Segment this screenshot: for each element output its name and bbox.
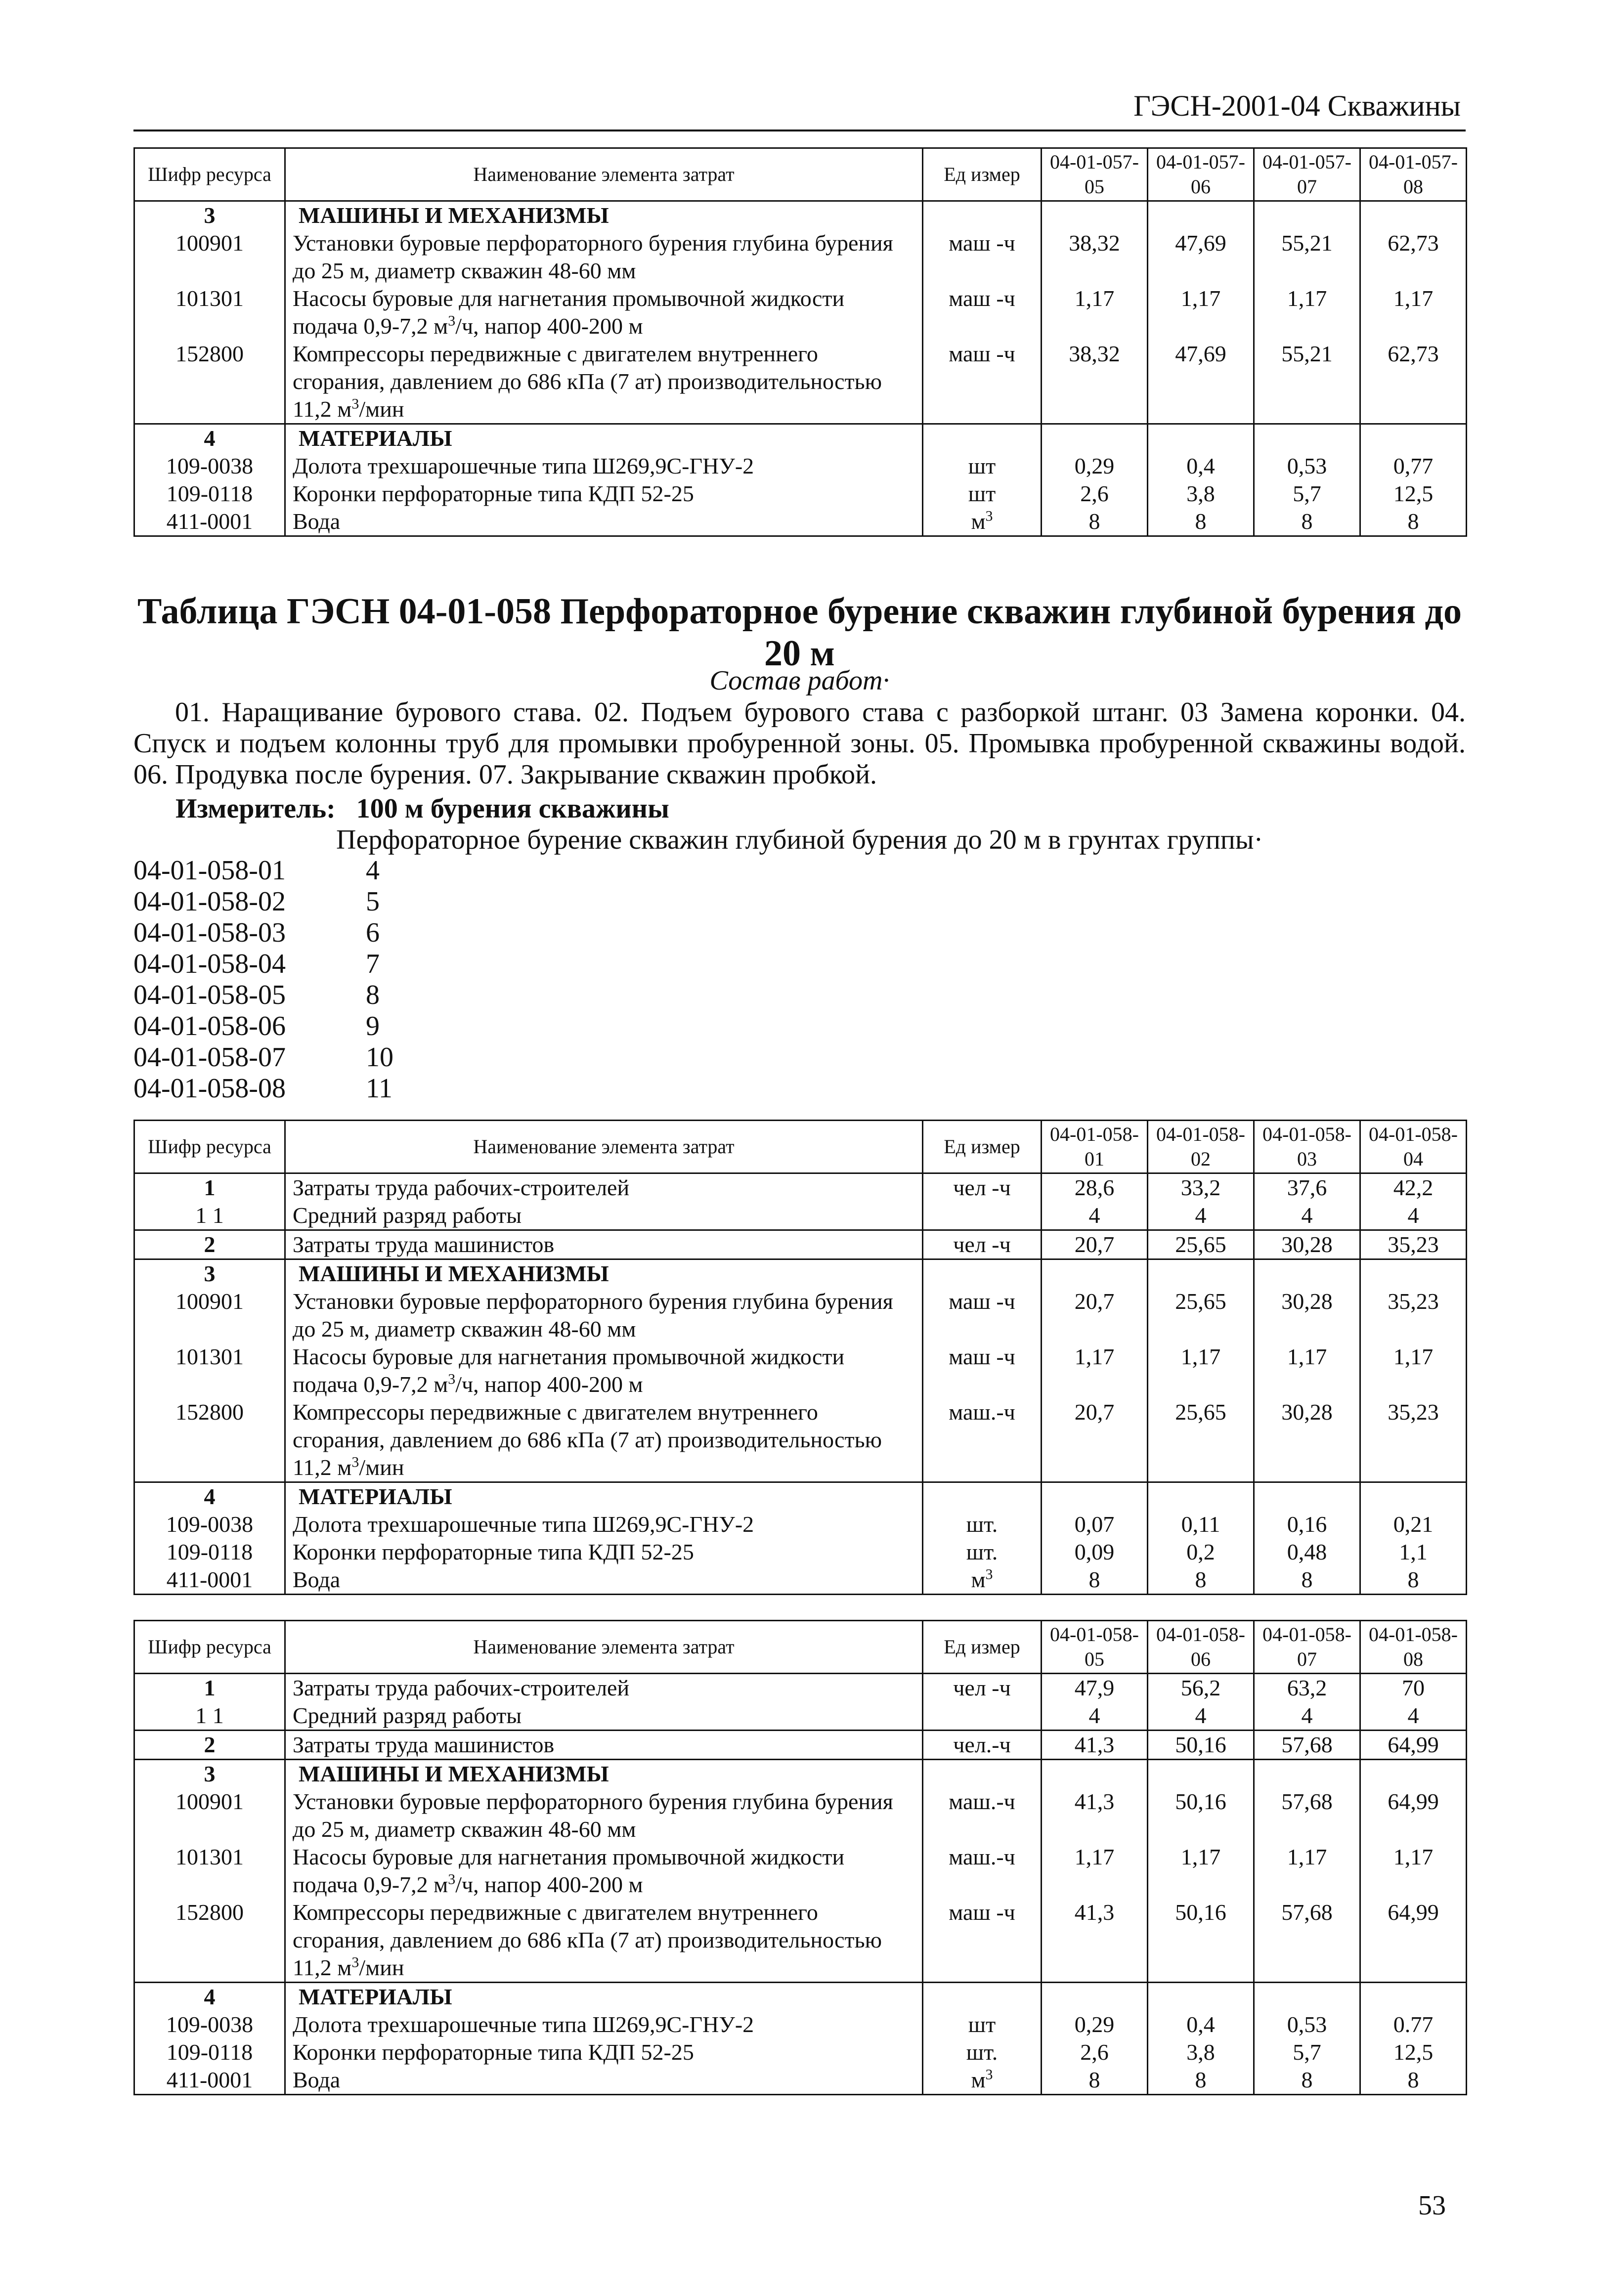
norm-code-row [133, 886, 393, 917]
unit: шт [923, 480, 1042, 508]
norm-value: 0,4 [1148, 2011, 1254, 2038]
norm-value: 35,23 [1360, 1398, 1467, 1482]
table-row [134, 1230, 1467, 1259]
norm-value: 25,65 [1148, 1288, 1254, 1343]
table-row [134, 1788, 1467, 1843]
table-row [134, 2011, 1467, 2038]
table-row [134, 285, 1467, 340]
work-composition-title: Состав работ· [709, 665, 890, 696]
table-row [134, 1566, 1467, 1595]
table-row [134, 452, 1467, 480]
norm-value: 8 [1360, 508, 1467, 536]
unit: маш -ч [923, 1343, 1042, 1398]
resource-code: 4 [134, 1983, 285, 2011]
norm-value: 30,28 [1254, 1398, 1360, 1482]
col-header-code: Шифр ресурса [134, 1621, 285, 1674]
norm-value: 33,2 [1148, 1173, 1254, 1202]
table-row [134, 1899, 1467, 1983]
table-row [134, 1259, 1467, 1288]
cost-element-name: Установки буровые перфораторного бурения глубина бурения до 25 м, диаметр скважин 48-60 мм [285, 1788, 923, 1843]
norm-value: 8 [1254, 1566, 1360, 1595]
resource-code: 109-0038 [134, 2011, 285, 2038]
unit: маш.-ч [923, 1843, 1042, 1899]
norm-value: 28,6 [1042, 1173, 1148, 1202]
cost-element-name: Вода [285, 1566, 923, 1595]
cost-element-name: Коронки перфораторные типа КДП 52-25 [285, 1538, 923, 1566]
table-row [134, 1760, 1467, 1788]
norm-value: 0,11 [1148, 1511, 1254, 1538]
col-header-code: Шифр ресурса [134, 1121, 285, 1173]
col-header-norm: 04-01-058-07 [1254, 1621, 1360, 1674]
soil-group: 7 [366, 949, 380, 979]
table-header-row [134, 1121, 1467, 1173]
cost-element-name: Установки буровые перфораторного бурения глубина бурения до 25 м, диаметр скважин 48-60 мм [285, 1288, 923, 1343]
norm-value: 37,6 [1254, 1173, 1360, 1202]
norm-code-row [133, 1011, 393, 1042]
table-row [134, 1983, 1467, 2011]
cost-element-name: Насосы буровые для нагнетания промывочной жидкости подача 0,9-7,2 $м^3/ч$, напор 400-200 м [285, 1843, 923, 1899]
norm-value: 8 [1042, 2066, 1148, 2095]
col-header-norm: 04-01-058-06 [1148, 1621, 1254, 1674]
norm-value: 0,4 [1148, 452, 1254, 480]
resource-code: 411-0001 [134, 1566, 285, 1595]
resource-code: 109-0038 [134, 452, 285, 480]
table-row [134, 508, 1467, 536]
norm-value: 0,48 [1254, 1538, 1360, 1566]
norm-code-list [133, 855, 393, 1104]
col-header-norm: 04-01-058-03 [1254, 1121, 1360, 1173]
measure-unit [175, 793, 669, 824]
resource-code: 109-0118 [134, 1538, 285, 1566]
norm-value: 1,17 [1254, 1843, 1360, 1899]
unit: маш.-ч [923, 1788, 1042, 1843]
col-header-norm: 04-01-057-05 [1042, 148, 1148, 201]
col-header-norm: 04-01-058-02 [1148, 1121, 1254, 1173]
norm-value: 2,6 [1042, 480, 1148, 508]
norm-value: 3,8 [1148, 480, 1254, 508]
norm-value: 47,69 [1148, 229, 1254, 285]
resource-code: 101301 [134, 1843, 285, 1899]
norm-value: 62,73 [1360, 229, 1467, 285]
norm-value: 50,16 [1148, 1731, 1254, 1760]
norm-value: 4 [1148, 1702, 1254, 1731]
norm-value: 30,28 [1254, 1230, 1360, 1259]
norm-code-row [133, 949, 393, 980]
cost-element-name: Долота трехшарошечные типа Ш269,9С-ГНУ-2 [285, 452, 923, 480]
norm-value: 20,7 [1042, 1398, 1148, 1482]
norm-value: 1,17 [1042, 285, 1148, 340]
col-header-norm: 04-01-058-01 [1042, 1121, 1148, 1173]
soil-group: 10 [366, 1042, 393, 1073]
cost-element-name: Средний разряд работы [285, 1702, 923, 1731]
soil-group: 8 [366, 980, 380, 1010]
norm-value: 8 [1360, 2066, 1467, 2095]
table-row [134, 2038, 1467, 2066]
page-header: ГЭСН-2001-04 Скважины [1133, 89, 1461, 122]
table-row [134, 201, 1467, 230]
resource-code: 1 [134, 1173, 285, 1202]
resource-code: 2 [134, 1731, 285, 1760]
norm-value: 47,9 [1042, 1674, 1148, 1702]
col-header-name: Наименование элемента затрат [285, 1621, 923, 1674]
norm-value: 1,1 [1360, 1538, 1467, 1566]
table-row [134, 1843, 1467, 1899]
resource-code: 101301 [134, 1343, 285, 1398]
norm-value: 38,32 [1042, 340, 1148, 424]
soil-group: 4 [366, 855, 380, 886]
col-header-name: Наименование элемента затрат [285, 1121, 923, 1173]
norm-value: 0,07 [1042, 1511, 1148, 1538]
section-heading: МАТЕРИАЛЫ [285, 1983, 923, 2011]
norm-value: 4 [1148, 1202, 1254, 1230]
cost-element-name: Долота трехшарошечные типа Ш269,9С-ГНУ-2 [285, 1511, 923, 1538]
norm-value: 64,99 [1360, 1788, 1467, 1843]
col-header-norm: 04-01-057-07 [1254, 148, 1360, 201]
cost-element-name: Затраты труда рабочих-строителей [285, 1674, 923, 1702]
norm-value: 0,29 [1042, 2011, 1148, 2038]
cost-element-name: Насосы буровые для нагнетания промывочной жидкости подача 0,9-7,2 $м^3/ч$, напор 400-200 м [285, 285, 923, 340]
norm-value: 2,6 [1042, 2038, 1148, 2066]
norm-value: 57,68 [1254, 1731, 1360, 1760]
cost-element-name: Насосы буровые для нагнетания промывочной жидкости подача 0,9-7,2 $м^3/ч$, напор 400-200 м [285, 1343, 923, 1398]
table-row [134, 1674, 1467, 1702]
norm-value: 5,7 [1254, 2038, 1360, 2066]
table-row [134, 1202, 1467, 1230]
norm-value: 0,21 [1360, 1511, 1467, 1538]
table-row [134, 1538, 1467, 1566]
table-row [134, 1731, 1467, 1760]
soil-group: 6 [366, 917, 380, 948]
resource-code: 3 [134, 1760, 285, 1788]
unit: шт [923, 2011, 1042, 2038]
norm-value: 8 [1148, 2066, 1254, 2095]
norm-value: 1,17 [1148, 1343, 1254, 1398]
section-heading: МАТЕРИАЛЫ [285, 424, 923, 453]
norm-value: 35,23 [1360, 1288, 1467, 1343]
norm-value: 0,2 [1148, 1538, 1254, 1566]
cost-element-name: Коронки перфораторные типа КДП 52-25 [285, 480, 923, 508]
norm-value: 0.77 [1360, 2011, 1467, 2038]
unit: маш -ч [923, 1899, 1042, 1983]
unit: маш -ч [923, 1288, 1042, 1343]
norm-value: 8 [1148, 1566, 1254, 1595]
norm-value: 8 [1360, 1566, 1467, 1595]
unit: шт. [923, 1538, 1042, 1566]
cost-element-name: Затраты труда рабочих-строителей [285, 1173, 923, 1202]
table-row [134, 1702, 1467, 1731]
resource-code: 3 [134, 1259, 285, 1288]
unit: $м^3$ [923, 1566, 1042, 1595]
work-composition-text: 01. Наращивание бурового става. 02. Подъем бурового става с разборкой штанг. 03 Замена коронки. 04. Спуск и подъем колонны труб для промывки пробуренной зоны. 05. Промывка пробуренной скважины водой. 06. Продувка после бурения. 07. Закрывание скважин пробкой. [133, 697, 1466, 790]
norm-value: 5,7 [1254, 480, 1360, 508]
norm-value: 0,53 [1254, 2011, 1360, 2038]
norm-value: 8 [1042, 508, 1148, 536]
unit: чел -ч [923, 1674, 1042, 1702]
unit: маш -ч [923, 340, 1042, 424]
norm-value: 4 [1360, 1702, 1467, 1731]
cost-element-name: Затраты труда машинистов [285, 1230, 923, 1259]
norm-value: 4 [1254, 1202, 1360, 1230]
norm-value: 0,16 [1254, 1511, 1360, 1538]
norm-value: 8 [1148, 508, 1254, 536]
cost-element-name: Вода [285, 2066, 923, 2095]
norm-value: 1,17 [1254, 1343, 1360, 1398]
table-header-row [134, 148, 1467, 201]
table-row [134, 1343, 1467, 1398]
norm-value: 8 [1254, 508, 1360, 536]
norm-code-row [133, 855, 393, 886]
norm-value: 41,3 [1042, 1899, 1148, 1983]
cost-element-name: Установки буровые перфораторного бурения глубина бурения до 25 м, диаметр скважин 48-60 мм [285, 229, 923, 285]
norm-value: 41,3 [1042, 1731, 1148, 1760]
norm-code-row [133, 917, 393, 949]
norm-value: 47,69 [1148, 340, 1254, 424]
norm-value: 38,32 [1042, 229, 1148, 285]
norm-value: 70 [1360, 1674, 1467, 1702]
col-header-norm: 04-01-058-04 [1360, 1121, 1467, 1173]
norm-code-row [133, 980, 393, 1011]
resource-code: 100901 [134, 1288, 285, 1343]
norm-value: 3,8 [1148, 2038, 1254, 2066]
unit: маш -ч [923, 229, 1042, 285]
cost-element-name: Затраты труда машинистов [285, 1731, 923, 1760]
norm-code: 04-01-058-03 [133, 917, 286, 948]
norm-value: 0,53 [1254, 452, 1360, 480]
norm-value: 1,17 [1148, 285, 1254, 340]
measure-label: Измеритель: [175, 793, 336, 824]
norm-code: 04-01-058-07 [133, 1042, 286, 1073]
norm-value: 4 [1042, 1702, 1148, 1731]
resource-code: 4 [134, 1482, 285, 1511]
norm-value: 12,5 [1360, 2038, 1467, 2066]
table-header-row [134, 1621, 1467, 1674]
table-row [134, 480, 1467, 508]
col-header-norm: 04-01-057-06 [1148, 148, 1254, 201]
norm-value: 42,2 [1360, 1173, 1467, 1202]
norm-value: 8 [1042, 1566, 1148, 1595]
table-row [134, 1511, 1467, 1538]
norm-value: 50,16 [1148, 1788, 1254, 1843]
unit [923, 1202, 1042, 1230]
resource-code: 152800 [134, 1398, 285, 1482]
norm-value: 12,5 [1360, 480, 1467, 508]
section-heading: МАТЕРИАЛЫ [285, 1482, 923, 1511]
col-header-name: Наименование элемента затрат [285, 148, 923, 201]
norm-value: 20,7 [1042, 1288, 1148, 1343]
col-header-unit: Ед измер [923, 1121, 1042, 1173]
resource-code: 152800 [134, 1899, 285, 1983]
cost-element-name: Коронки перфораторные типа КДП 52-25 [285, 2038, 923, 2066]
unit: чел.-ч [923, 1731, 1042, 1760]
norm-value: 4 [1254, 1702, 1360, 1731]
unit: шт. [923, 1511, 1042, 1538]
norm-code: 04-01-058-02 [133, 886, 286, 917]
table-row [134, 1482, 1467, 1511]
norm-value: 57,68 [1254, 1899, 1360, 1983]
norm-value: 56,2 [1148, 1674, 1254, 1702]
norm-value: 63,2 [1254, 1674, 1360, 1702]
norm-value: 0,09 [1042, 1538, 1148, 1566]
norm-subtitle: Перфораторное бурение скважин глубиной бурения до 20 м в грунтах группы· [336, 824, 1263, 855]
section-heading: МАШИНЫ И МЕХАНИЗМЫ [285, 201, 923, 230]
norm-value: 1,17 [1254, 285, 1360, 340]
resource-code: 4 [134, 424, 285, 453]
norm-value: 55,21 [1254, 340, 1360, 424]
unit: шт [923, 452, 1042, 480]
norm-value: 35,23 [1360, 1230, 1467, 1259]
resource-code: 1 1 [134, 1702, 285, 1731]
norm-value: 50,16 [1148, 1899, 1254, 1983]
norm-code: 04-01-058-05 [133, 980, 286, 1010]
cost-element-name: Компрессоры передвижные с двигателем внутреннего сгорания, давлением до 686 кПа (7 ат) производительностью 11,2 $м^3$/мин [285, 1398, 923, 1482]
table-row [134, 1173, 1467, 1202]
col-header-norm: 04-01-058-05 [1042, 1621, 1148, 1674]
table-row [134, 2066, 1467, 2095]
norm-value: 1,17 [1042, 1343, 1148, 1398]
norm-value: 4 [1360, 1202, 1467, 1230]
soil-group: 5 [366, 886, 380, 917]
norm-value: 1,17 [1360, 285, 1467, 340]
table-row [134, 340, 1467, 424]
norm-table-057 [133, 147, 1467, 537]
resource-code: 2 [134, 1230, 285, 1259]
norm-value: 25,65 [1148, 1398, 1254, 1482]
resource-code: 411-0001 [134, 508, 285, 536]
cost-element-name: Долота трехшарошечные типа Ш269,9С-ГНУ-2 [285, 2011, 923, 2038]
norm-value: 1,17 [1360, 1343, 1467, 1398]
resource-code: 1 1 [134, 1202, 285, 1230]
table-row [134, 1288, 1467, 1343]
col-header-norm: 04-01-058-08 [1360, 1621, 1467, 1674]
norm-value: 0,77 [1360, 452, 1467, 480]
norm-code-row [133, 1042, 393, 1073]
norm-value: 57,68 [1254, 1788, 1360, 1843]
resource-code: 411-0001 [134, 2066, 285, 2095]
norm-code-row [133, 1073, 393, 1104]
section-heading: МАШИНЫ И МЕХАНИЗМЫ [285, 1259, 923, 1288]
col-header-unit: Ед измер [923, 1621, 1042, 1674]
unit: шт. [923, 2038, 1042, 2066]
unit [923, 1702, 1042, 1731]
soil-group: 11 [366, 1073, 392, 1104]
norm-code: 04-01-058-04 [133, 949, 286, 979]
norm-value: 8 [1254, 2066, 1360, 2095]
norm-value: 64,99 [1360, 1731, 1467, 1760]
resource-code: 100901 [134, 229, 285, 285]
header-rule [133, 130, 1466, 131]
resource-code: 109-0038 [134, 1511, 285, 1538]
norm-table-058-b [133, 1620, 1467, 2095]
norm-value: 55,21 [1254, 229, 1360, 285]
unit: маш -ч [923, 285, 1042, 340]
resource-code: 101301 [134, 285, 285, 340]
table-row [134, 229, 1467, 285]
norm-code: 04-01-058-01 [133, 855, 286, 886]
norm-table-058-a [133, 1120, 1467, 1595]
norm-value: 4 [1042, 1202, 1148, 1230]
norm-value: 1,17 [1042, 1843, 1148, 1899]
norm-value: 30,28 [1254, 1288, 1360, 1343]
norm-value: 41,3 [1042, 1788, 1148, 1843]
resource-code: 3 [134, 201, 285, 230]
unit: маш.-ч [923, 1398, 1042, 1482]
resource-code: 1 [134, 1674, 285, 1702]
norm-value: 25,65 [1148, 1230, 1254, 1259]
table-row [134, 1398, 1467, 1482]
soil-group: 9 [366, 1011, 380, 1041]
resource-code: 109-0118 [134, 2038, 285, 2066]
norm-value: 1,17 [1148, 1843, 1254, 1899]
norm-code: 04-01-058-08 [133, 1073, 286, 1104]
norm-value: 1,17 [1360, 1843, 1467, 1899]
cost-element-name: Вода [285, 508, 923, 536]
page-number: 53 [1418, 2190, 1446, 2221]
col-header-code: Шифр ресурса [134, 148, 285, 201]
resource-code: 100901 [134, 1788, 285, 1843]
unit: чел -ч [923, 1173, 1042, 1202]
cost-element-name: Компрессоры передвижные с двигателем внутреннего сгорания, давлением до 686 кПа (7 ат) производительностью 11,2 $м^3$/мин [285, 340, 923, 424]
resource-code: 152800 [134, 340, 285, 424]
norm-value: 64,99 [1360, 1899, 1467, 1983]
unit: чел -ч [923, 1230, 1042, 1259]
measure-value: 100 м бурения скважины [356, 793, 669, 824]
col-header-unit: Ед измер [923, 148, 1042, 201]
col-header-norm: 04-01-057-08 [1360, 148, 1467, 201]
resource-code: 109-0118 [134, 480, 285, 508]
section-title: Таблица ГЭСН 04-01-058 Перфораторное бурение скважин глубиной бурения до 20 м [137, 591, 1462, 674]
norm-value: 62,73 [1360, 340, 1467, 424]
unit: $м^3$ [923, 2066, 1042, 2095]
section-heading: МАШИНЫ И МЕХАНИЗМЫ [285, 1760, 923, 1788]
norm-code: 04-01-058-06 [133, 1011, 286, 1041]
cost-element-name: Средний разряд работы [285, 1202, 923, 1230]
norm-value: 20,7 [1042, 1230, 1148, 1259]
unit: $м^3$ [923, 508, 1042, 536]
table-row [134, 424, 1467, 453]
cost-element-name: Компрессоры передвижные с двигателем внутреннего сгорания, давлением до 686 кПа (7 ат) производительностью 11,2 $м^3$/мин [285, 1899, 923, 1983]
norm-value: 0,29 [1042, 452, 1148, 480]
